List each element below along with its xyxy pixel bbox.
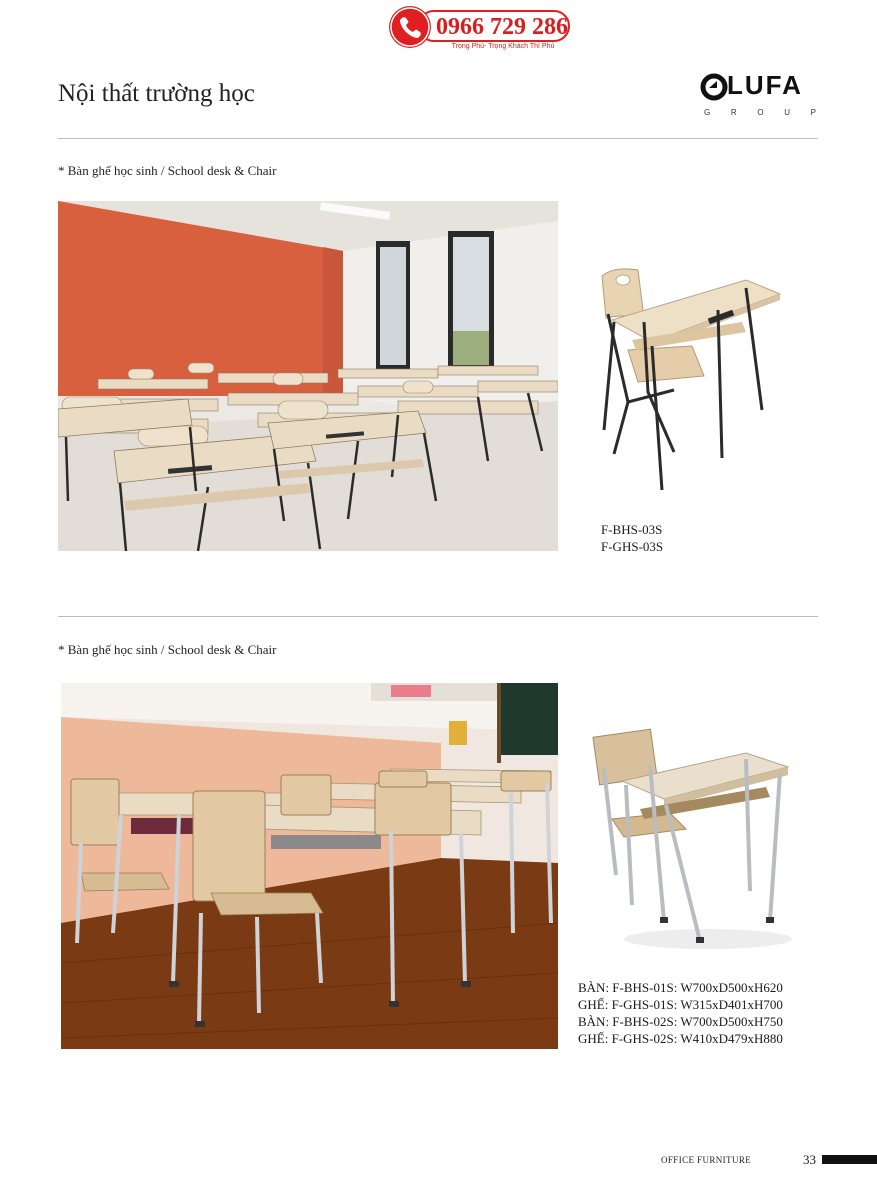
section-1-label: * Bàn ghế học sinh / School desk & Chair	[58, 163, 277, 178]
phone-icon[interactable]	[389, 6, 431, 48]
logo-subtitle	[704, 108, 816, 117]
classroom-photo-1	[58, 201, 558, 551]
footer-label: OFFICE FURNITURE	[661, 1155, 752, 1165]
phone-number[interactable]: 0966 729 286	[436, 14, 568, 40]
lufa-logo-icon	[700, 72, 730, 102]
page-bar	[822, 1155, 877, 1164]
model-line: GHẾ: F-GHS-01S: W315xD401xH700	[578, 997, 783, 1012]
model-line: F-GHS-03S	[601, 539, 664, 554]
logo-sub-letter: U	[784, 108, 790, 117]
logo-sub-letter: P	[810, 108, 816, 117]
classroom-photo-2	[61, 683, 558, 1049]
logo-sub-letter: R	[730, 108, 737, 117]
model-line: BÀN: F-BHS-01S: W700xD500xH620	[578, 980, 783, 995]
page-number: 33	[803, 1152, 816, 1167]
section-2-models	[578, 979, 783, 1047]
section-1-models	[601, 521, 663, 555]
phone-slogan: Trọng Phú- Trọng Khách Thì Phú	[451, 43, 555, 50]
page-title: Nội thất trường học	[58, 80, 255, 107]
section-2-label: * Bàn ghế học sinh / School desk & Chair	[58, 642, 277, 657]
header-divider	[58, 138, 818, 139]
model-line: GHẾ: F-GHS-02S: W410xD479xH880	[578, 1031, 783, 1046]
product-desk-chair-1	[592, 262, 788, 494]
logo-sub-letter: G	[704, 108, 711, 117]
model-line: BÀN: F-BHS-02S: W700xD500xH750	[578, 1014, 783, 1029]
logo-sub-letter: O	[757, 108, 764, 117]
model-line: F-BHS-03S	[601, 522, 663, 537]
logo-wordmark: LUFA	[727, 70, 803, 100]
product-desk-chair-2	[590, 725, 800, 953]
section-divider	[58, 616, 818, 617]
